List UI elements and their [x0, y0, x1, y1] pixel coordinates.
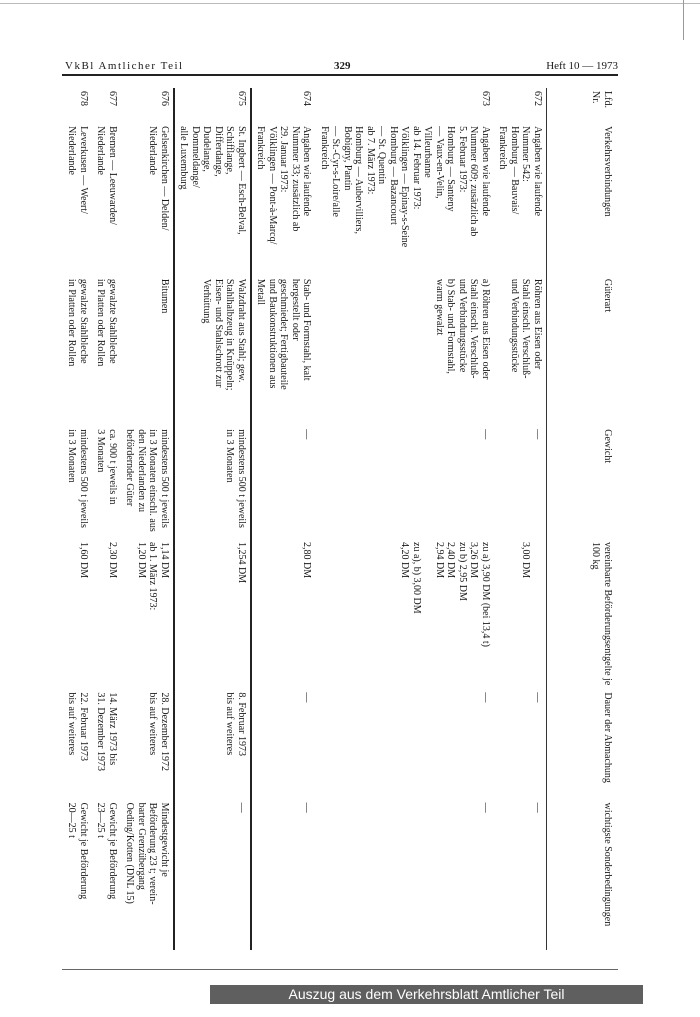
route-cell: Angaben wie laufende Nummer 33; zusätzlich ab 29. Januar 1973: Völklingen — Pont-à-Marcq/ Frankreich	[255, 126, 313, 245]
goods-cell: gewalzte Stahlbleche in Platten oder Rollen	[95, 278, 118, 367]
weight-cell: —	[480, 429, 491, 440]
bottom-rule	[62, 969, 618, 970]
scan-edge-mark	[683, 0, 684, 40]
row-number: 675	[174, 88, 251, 123]
route-cell: Angaben wie laufende Nummer 609; zusätzlich ab 5. Februar 1973: Homburg — Santeny — Vaux-en-Velin, Villeurbanne ab 14. Februar 1973: Völklingen — Epinay-s-Seine Homburg — Bazancourt — St. Quentin ab 7. März 1973: Homburg — Aubervilliers, Bobigny, Pantin — St.-Cyr-s-Loire/alle Frankreich	[319, 126, 491, 248]
column-header: Gewicht	[547, 426, 617, 539]
rate-cell: zu a) 3,90 DM (bei 13,4 t) 3,26 DM zu b) 2,95 DM 2,40 DM 2,94 DM zu a), b) 3,00 DM 4,20 DM	[399, 542, 491, 647]
header-rule	[62, 74, 618, 76]
conditions-cell: —	[532, 802, 543, 813]
freight-agreements-table	[63, 88, 616, 950]
table-row	[121, 88, 174, 950]
goods-cell: Stab- und Formstahl, kalt hergestellt oder geschmiedet; Fertigbauteile und Baukonstruktionen aus Metall	[255, 278, 313, 390]
issue-label: Heft 10 — 1973	[546, 60, 618, 72]
row-number: 678	[78, 91, 89, 106]
column-header: Verkehrsverbindungen	[547, 123, 617, 276]
weight-cell: ca. 900 t jeweils in 3 Monaten	[95, 429, 118, 505]
column-header: Lfd. Nr.	[547, 88, 617, 123]
duration-cell: 8. Februar 1973 bis auf weiteres	[174, 689, 251, 799]
conditions-cell: —	[480, 802, 491, 813]
route-cell: St. Ingbert — Esch-Belval, Schifflange, Differdange, Dudelange, Dommeldange/ alle Luxemburg	[174, 123, 251, 276]
row-number: 674	[301, 91, 313, 106]
conditions-cell: —	[174, 800, 251, 950]
table-header-row	[547, 88, 617, 950]
weight-cell: mindestens 500 t jeweils in 3 Monaten einschl. aus den Niederlanden zu befördernder Güter	[121, 426, 174, 539]
weight-cell: —	[301, 429, 313, 440]
conditions-cell: Mindestgewicht je Beförderung 23 t; verein- barter Grenzübergang Oeding/Kotten (DNL 15)	[121, 800, 174, 950]
route-cell: Angaben wie laufende Nummer 542: Homburg — Bauvais/ Frankreich	[497, 126, 543, 217]
column-header: vereinbarte Beförderungsentgelte je 100 kg	[547, 539, 617, 689]
rate-cell: 2,80 DM	[301, 542, 313, 579]
rate-cell: 1,254 DM	[174, 539, 251, 689]
goods-cell: a) Röhren aus Eisen oder Stahl einschl. Verschluß- und Verbindungsstücke b) Stab- und Formstahl, warm gewalzt	[434, 278, 491, 380]
route-cell: Bremen — Leeuwarden/ Niederlande	[95, 126, 118, 225]
rate-cell: 2,30 DM	[107, 542, 118, 579]
scan-edge-mark	[0, 3, 700, 4]
weight-cell: —	[532, 429, 543, 440]
column-header: wichtigste Sonderbedingungen	[547, 800, 617, 950]
duration-cell: 28. Dezember 1972 bis auf weiteres	[121, 689, 174, 799]
row-number: 672	[532, 91, 543, 106]
conditions-cell: Gewicht je Beförderung 23—25 t	[95, 802, 118, 900]
rotated-table	[62, 88, 616, 950]
route-cell: Gelsenkirchen — Delden/ Niederlande	[121, 123, 174, 276]
column-header: Dauer der Abmachung	[547, 689, 617, 799]
goods-cell: Röhren aus Eisen oder Stahl einschl. Verschluß- und Verbindungsstücke	[509, 278, 543, 379]
conditions-cell: Gewicht je Beförderung 20—25 t	[66, 802, 89, 900]
table-row	[494, 88, 547, 950]
rate-cell: 3,00 DM	[520, 542, 532, 579]
table-row	[251, 88, 316, 950]
table-row	[92, 88, 121, 950]
rate-cell: 1,60 DM	[78, 542, 89, 579]
goods-cell: gewalzte Stahlbleche in Platten oder Rollen	[66, 278, 89, 367]
goods-cell: Bitumen	[121, 276, 174, 426]
footer-banner: Auszug aus dem Verkehrsblatt Amtlicher Teil	[210, 985, 643, 1004]
table-row	[316, 88, 495, 950]
goods-cell: Walzdraht aus Stahl; gew. Stahlhalbzeug in Knüppeln; Eisen- und Stahlschrott zur Verhüttung	[174, 276, 251, 426]
weight-cell: mindestens 500 t jeweils in 3 Monaten	[66, 429, 89, 528]
duration-cell: —	[480, 692, 491, 703]
duration-cell: 22. Februar 1973 bis auf weiteres	[66, 692, 89, 761]
route-cell: Leverkusen — Weert/ Niederlande	[66, 126, 89, 214]
row-number: 677	[107, 91, 118, 106]
row-number: 673	[480, 91, 491, 106]
duration-cell: —	[532, 692, 543, 703]
weight-cell: mindestens 500 t jeweils in 3 Monaten	[174, 426, 251, 539]
journal-title: VkBl Amtlicher Teil	[65, 60, 184, 72]
rate-cell: 1,14 DM ab 1. März 1973: 1,20 DM	[121, 539, 174, 689]
conditions-cell: —	[301, 802, 313, 813]
table-row	[63, 88, 92, 950]
row-number: 676	[121, 88, 174, 123]
table-row	[174, 88, 251, 950]
duration-cell: 14. März 1973 bis 31. Dezember 1973	[95, 692, 118, 771]
page-number: 329	[334, 60, 351, 72]
column-header: Güterart	[547, 276, 617, 426]
duration-cell: —	[301, 692, 313, 703]
